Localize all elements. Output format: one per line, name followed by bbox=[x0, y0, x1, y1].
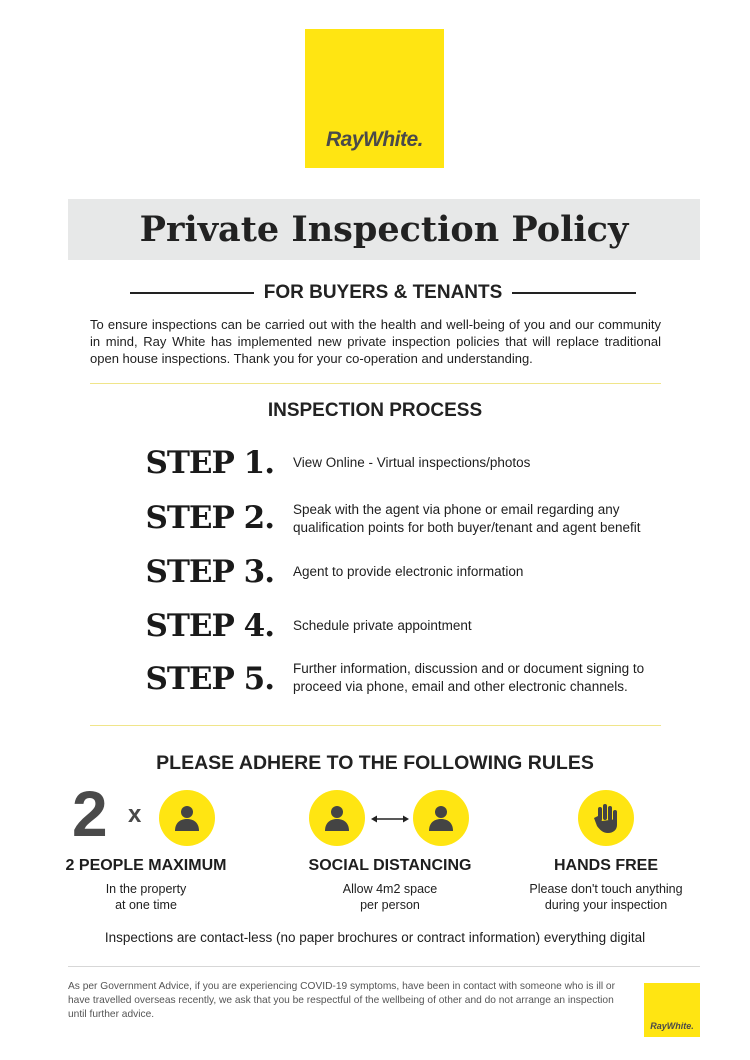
divider-middle bbox=[90, 725, 661, 726]
step-label: STEP 2. bbox=[145, 500, 274, 536]
rule-title: SOCIAL DISTANCING bbox=[308, 857, 472, 874]
title-band bbox=[68, 199, 700, 260]
person-icon bbox=[159, 790, 215, 846]
ray-white-logo bbox=[305, 29, 444, 168]
rule-subtext bbox=[486, 881, 726, 913]
hand-icon-glyph bbox=[589, 801, 623, 835]
step-row bbox=[0, 659, 750, 699]
step-description: View Online - Virtual inspections/photos bbox=[293, 455, 531, 470]
person-icon-right bbox=[413, 790, 469, 846]
step-description: Agent to provide electronic information bbox=[293, 564, 524, 579]
rule-subtext-line: during your inspection bbox=[544, 898, 668, 912]
footer-disclaimer: As per Government Advice, if you are experiencing COVID-19 symptoms, have been in contact with someone who is ill or have travelled overseas recently, we ask that you be respectful of the wellbeing of other and do not arrange an inspection until further advice. bbox=[68, 981, 615, 1020]
logo-wordmark: RayWhite. bbox=[325, 128, 423, 151]
hand-icon bbox=[578, 790, 634, 846]
rule-title: 2 PEOPLE MAXIMUM bbox=[65, 857, 227, 874]
page-title: Private Inspection Policy bbox=[139, 209, 629, 250]
person-icon-glyph bbox=[322, 803, 352, 833]
step-description: Speak with the agent via phone or email regarding any qualification points for both buyer/tenant and agent benefit bbox=[293, 502, 641, 535]
footer-logo bbox=[644, 983, 700, 1037]
step-label: STEP 5. bbox=[145, 661, 274, 697]
person-icon-glyph bbox=[172, 803, 202, 833]
rule-subtext-line: at one time bbox=[115, 898, 177, 912]
times-sign: x bbox=[128, 801, 142, 828]
step-row bbox=[0, 498, 750, 538]
intro-paragraph: To ensure inspections can be carried out with the health and well-being of you and our community in mind, Ray White has implemented new private inspection policies that will replace traditional open house inspections. Thank you for your co-operation and understanding. bbox=[90, 317, 661, 366]
rule-subtext bbox=[26, 881, 266, 913]
step-label: STEP 4. bbox=[145, 608, 274, 644]
contactless-note: Inspections are contact-less (no paper brochures or contract information) everything digital bbox=[104, 930, 646, 945]
process-heading: INSPECTION PROCESS bbox=[267, 400, 483, 421]
rule-subtext-line: In the property bbox=[105, 882, 187, 896]
rule-subtext-line: Please don't touch anything bbox=[529, 882, 683, 896]
subtitle: FOR BUYERS & TENANTS bbox=[263, 282, 503, 303]
rule-subtext bbox=[270, 881, 510, 913]
step-description: Schedule private appointment bbox=[293, 618, 472, 633]
step-description: Further information, discussion and or document signing to proceed via phone, email and other electronic channels. bbox=[293, 661, 645, 694]
rule-subtext-line: Allow 4m2 space bbox=[342, 882, 438, 896]
person-icon-glyph bbox=[426, 803, 456, 833]
divider-top bbox=[90, 383, 661, 384]
subtitle-right-rule bbox=[512, 292, 636, 294]
subtitle-row bbox=[130, 280, 636, 306]
step-row bbox=[0, 443, 750, 483]
rules-heading: PLEASE ADHERE TO THE FOLLOWING RULES bbox=[156, 752, 594, 774]
step-row bbox=[0, 606, 750, 646]
subtitle-left-rule bbox=[130, 292, 254, 294]
divider-footer bbox=[68, 966, 700, 967]
step-row bbox=[0, 552, 750, 592]
distance-arrow-icon bbox=[371, 814, 409, 824]
person-icon-left bbox=[309, 790, 365, 846]
max-people-number: 2 bbox=[72, 778, 108, 850]
step-label: STEP 1. bbox=[145, 445, 274, 481]
rule-title: HANDS FREE bbox=[553, 857, 658, 874]
step-label: STEP 3. bbox=[145, 554, 274, 590]
rule-subtext-line: per person bbox=[360, 898, 420, 912]
footer-logo-wordmark: RayWhite. bbox=[650, 1021, 694, 1031]
